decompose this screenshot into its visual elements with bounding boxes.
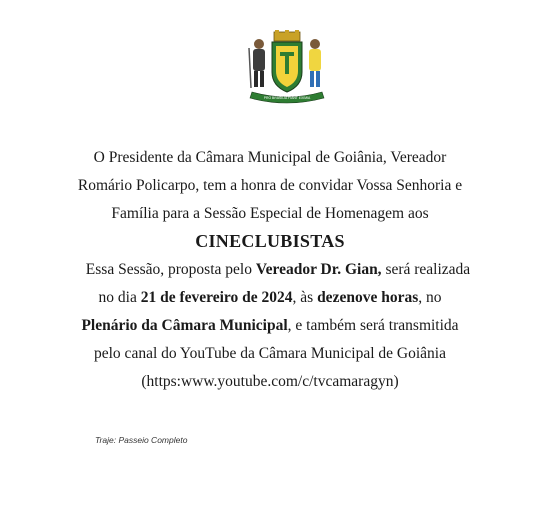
line6-text: no dia [98,289,141,306]
invitation-line-7 [0,312,540,339]
line7-text-end: , e também será transmitida [287,317,459,334]
line5-text-end: será realizada [381,261,471,278]
event-time: dezenove horas [317,289,419,306]
proposer-name: Vereador Dr. Gian, [255,261,382,278]
invitation-line-6 [0,284,540,311]
invitation-line-2: Romário Policarpo, tem a honra de convidar Vossa Senhoria e [77,177,463,194]
invitation-line-3: Família para a Sessão Especial de Homenagem aos [111,205,429,222]
line6-text-mid: , às [292,289,318,306]
event-date: 21 de fevereiro de 2024 [140,289,293,306]
invitation-line-1: O Presidente da Câmara Municipal de Goiânia, Vereador [93,149,447,166]
invitation-line-5 [8,256,540,283]
line5-text: Essa Sessão, proposta pelo [85,261,256,278]
invitation-line-8: pelo canal do YouTube da Câmara Municipal de Goiânia [94,345,446,362]
line6-text-end: , no [418,289,442,306]
event-title: CINECLUBISTAS [195,231,345,251]
municipal-coat-of-arms [244,30,330,106]
crest-motto: PRO BRASILIA FIANT EXIMIA [263,96,311,100]
dress-code-note: Traje: Passeio Completo [95,435,188,445]
youtube-url: (https:www.youtube.com/c/tvcamaragyn) [141,373,399,390]
coat-of-arms-icon [244,30,330,106]
event-venue: Plenário da Câmara Municipal [81,317,288,334]
